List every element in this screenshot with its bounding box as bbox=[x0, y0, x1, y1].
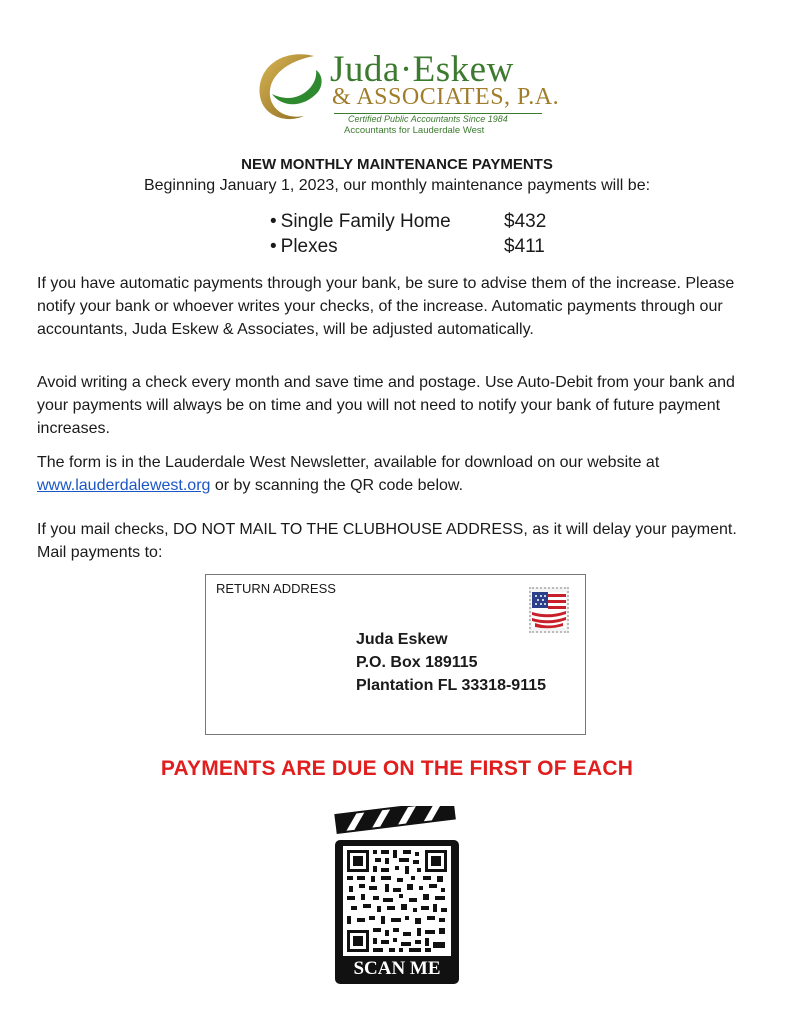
rate-amount-single-family: $432 bbox=[504, 211, 547, 232]
swirl-logo-icon bbox=[252, 46, 332, 126]
address-line-name: Juda Eskew bbox=[356, 631, 448, 648]
form-info-text: The form is in the Lauderdale West Newsletter, available for download on our website at bbox=[37, 454, 660, 471]
bullet: • bbox=[270, 211, 277, 232]
form-info-text-after: or by scanning the QR code below. bbox=[210, 477, 464, 494]
website-link[interactable]: www.lauderdalewest.org bbox=[37, 477, 211, 494]
logo-associates: & ASSOCIATES, P.A. bbox=[332, 84, 560, 110]
paragraph-mail-checks: If you mail checks, DO NOT MAIL TO THE CLUBHOUSE ADDRESS, as it will delay your payment. Mail payments to: bbox=[37, 521, 737, 561]
due-notice: PAYMENTS ARE DUE ON THE FIRST OF EACH bbox=[160, 757, 634, 780]
paragraph-automatic-payments: If you have automatic payments through your bank, be sure to advise them of the increase. Please notify your bank or whoever writes your checks, of the increase. Automatic payments through our accountants, Juda Eskew & Associates, will be adjusted automatically. bbox=[37, 275, 735, 338]
logo-tagline: Accountants for Lauderdale West bbox=[344, 125, 485, 136]
address-line-city: Plantation FL 33318-9115 bbox=[356, 677, 547, 694]
page-title: NEW MONTHLY MAINTENANCE PAYMENTS bbox=[241, 156, 553, 173]
paragraph-form-info bbox=[37, 451, 757, 497]
rate-label-plexes bbox=[270, 236, 338, 258]
mailing-envelope bbox=[205, 574, 586, 735]
company-logo bbox=[252, 46, 560, 136]
rate-amount-plexes: $411 bbox=[504, 236, 545, 257]
page-subtitle: Beginning January 1, 2023, our monthly maintenance payments will be: bbox=[143, 177, 651, 194]
rate-label-single-family bbox=[270, 211, 451, 233]
logo-certified-text: Certified Public Accountants Since 1984 bbox=[348, 114, 508, 124]
scan-me-label: SCAN ME bbox=[353, 958, 441, 979]
rate-label-text: Plexes bbox=[280, 236, 338, 257]
address-line-po-box: P.O. Box 189115 bbox=[356, 654, 478, 671]
return-address-label: RETURN ADDRESS bbox=[216, 581, 336, 596]
logo-company-name: Juda·Eskew bbox=[330, 49, 514, 90]
rate-label-text: Single Family Home bbox=[280, 211, 451, 232]
us-flag-stamp-icon bbox=[529, 587, 569, 633]
bullet: • bbox=[270, 236, 277, 257]
paragraph-auto-debit: Avoid writing a check every month and save time and postage. Use Auto-Debit from your bank and your payments will always be on time and you will not need to notify your bank of future payment increases. bbox=[37, 374, 735, 437]
